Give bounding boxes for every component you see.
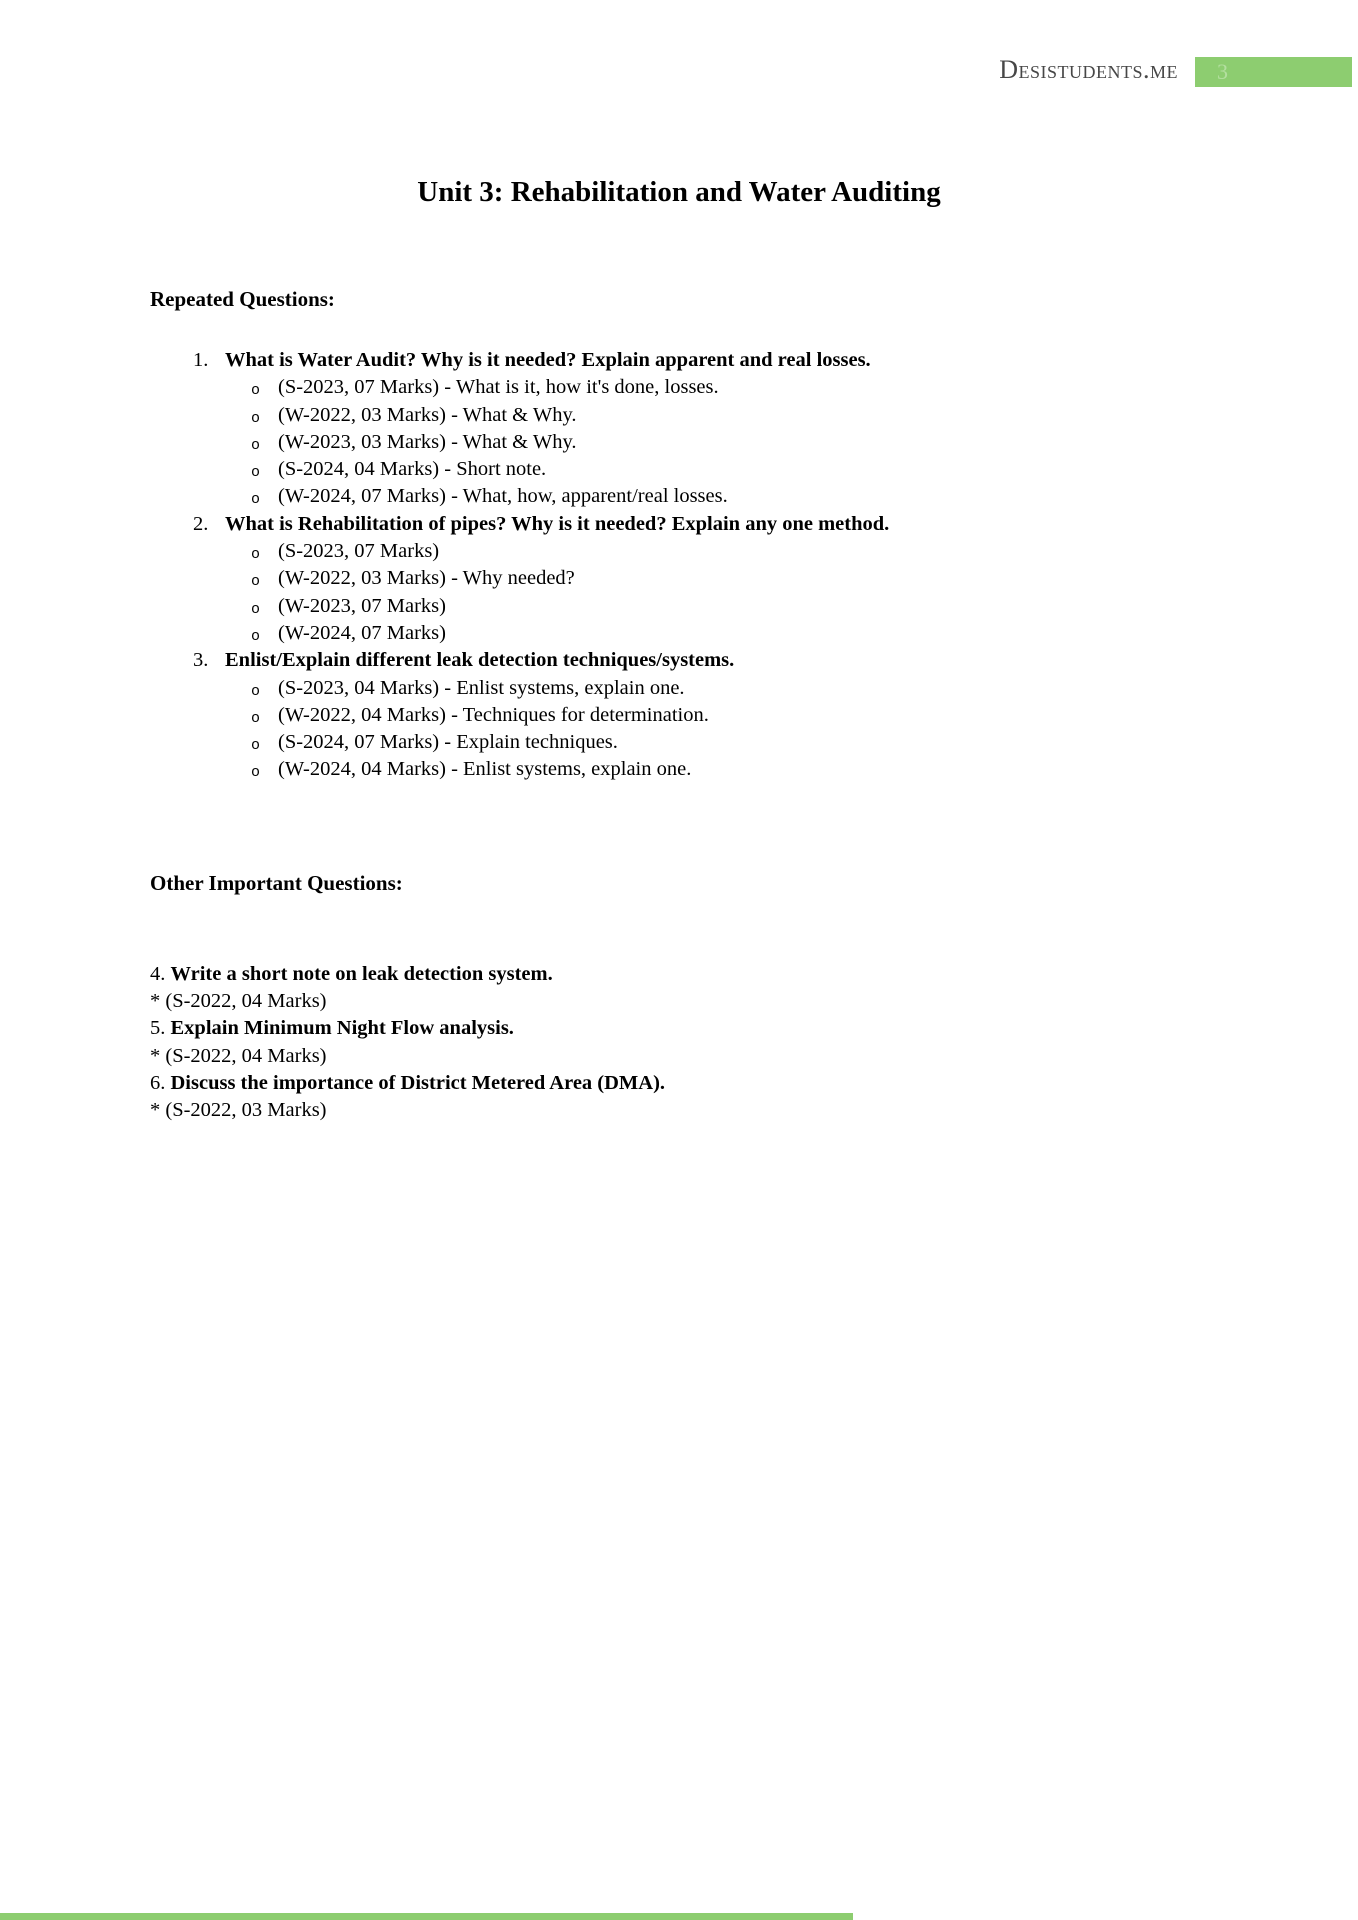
- question-line: [150, 647, 1238, 674]
- circle-bullet-icon: o: [251, 464, 261, 482]
- question-sub-text: (W-2024, 07 Marks) - What, how, apparent/real losses.: [278, 485, 728, 508]
- other-question-item: [150, 961, 1238, 1016]
- question-sub-item: [150, 565, 1238, 592]
- question-sub-item: [150, 675, 1238, 702]
- question-sub-item: [150, 620, 1238, 647]
- other-question-item: [150, 1070, 1238, 1125]
- question-sub-text: (S-2023, 04 Marks) - Enlist systems, explain one.: [278, 676, 685, 699]
- question-line: [150, 511, 1238, 538]
- other-question-line: [150, 961, 1238, 988]
- question-sub-item: [150, 593, 1238, 620]
- circle-bullet-icon: o: [251, 382, 261, 400]
- question-item: [150, 647, 1238, 783]
- other-question-marks: * (S-2022, 04 Marks): [150, 1044, 327, 1067]
- circle-bullet-icon: o: [251, 709, 261, 727]
- question-sub-item: [150, 374, 1238, 401]
- question-sub-list: [150, 675, 1238, 784]
- question-text: What is Water Audit? Why is it needed? Explain apparent and real losses.: [225, 349, 871, 371]
- question-sub-text: (S-2023, 07 Marks) - What is it, how it's done, losses.: [278, 376, 719, 399]
- other-question-line: [150, 1015, 1238, 1042]
- page-header: [0, 53, 1358, 89]
- question-sub-text: (S-2023, 07 Marks): [278, 540, 440, 563]
- other-question-number: 6.: [150, 1071, 171, 1094]
- question-sub-list: [150, 538, 1238, 647]
- question-sub-text: (S-2024, 04 Marks) - Short note.: [278, 458, 547, 481]
- question-sub-text: (W-2022, 04 Marks) - Techniques for determination.: [278, 703, 709, 726]
- circle-bullet-icon: o: [251, 627, 261, 645]
- footer-accent-bar: [0, 1913, 853, 1920]
- circle-bullet-icon: o: [251, 682, 261, 700]
- question-sub-text: (W-2024, 07 Marks): [278, 621, 446, 644]
- question-text: What is Rehabilitation of pipes? Why is it needed? Explain any one method.: [225, 512, 890, 535]
- site-name: Desistudents.me: [999, 55, 1178, 84]
- question-sub-item: [150, 756, 1238, 783]
- question-number: 3.: [193, 649, 209, 672]
- repeated-questions-heading: Repeated Questions:: [150, 287, 335, 311]
- question-sub-item: [150, 538, 1238, 565]
- question-sub-item: [150, 483, 1238, 510]
- question-sub-item: [150, 729, 1238, 756]
- question-sub-text: (W-2023, 07 Marks): [278, 594, 446, 617]
- circle-bullet-icon: o: [251, 491, 261, 509]
- other-question-line: [150, 1070, 1238, 1097]
- circle-bullet-icon: o: [251, 573, 261, 591]
- question-sub-item: [150, 402, 1238, 429]
- question-line: [150, 347, 1238, 374]
- other-question-text: Explain Minimum Night Flow analysis.: [170, 1017, 514, 1040]
- question-sub-item: [150, 702, 1238, 729]
- question-item: [150, 347, 1238, 511]
- other-questions-list: [150, 961, 1238, 1125]
- question-sub-item: [150, 429, 1238, 456]
- other-question-marks: * (S-2022, 03 Marks): [150, 1099, 327, 1122]
- page-title: Unit 3: Rehabilitation and Water Auditing: [417, 176, 941, 208]
- other-question-number: 4.: [150, 962, 171, 985]
- page-number: 3: [1217, 59, 1228, 84]
- other-question-text: Write a short note on leak detection system.: [170, 962, 553, 985]
- repeated-questions-list: [150, 347, 1238, 784]
- question-sub-list: [150, 374, 1238, 510]
- circle-bullet-icon: o: [251, 764, 261, 782]
- question-sub-text: (S-2024, 07 Marks) - Explain techniques.: [278, 731, 618, 754]
- question-number: 2.: [193, 512, 209, 535]
- question-item: [150, 511, 1238, 647]
- other-question-text: Discuss the importance of District Metered Area (DMA).: [170, 1071, 666, 1094]
- question-sub-text: (W-2022, 03 Marks) - Why needed?: [278, 567, 575, 590]
- other-question-item: [150, 1015, 1238, 1070]
- circle-bullet-icon: o: [251, 600, 261, 618]
- question-text: Enlist/Explain different leak detection techniques/systems.: [225, 649, 735, 672]
- circle-bullet-icon: o: [251, 436, 261, 454]
- circle-bullet-icon: o: [251, 546, 261, 564]
- question-sub-item: [150, 456, 1238, 483]
- other-question-number: 5.: [150, 1017, 171, 1040]
- circle-bullet-icon: o: [251, 737, 261, 755]
- circle-bullet-icon: o: [251, 409, 261, 427]
- question-sub-text: (W-2022, 03 Marks) - What & Why.: [278, 403, 577, 426]
- content-column: [150, 287, 1238, 1125]
- other-question-marks: * (S-2022, 04 Marks): [150, 990, 327, 1013]
- page-number-badge: [1195, 57, 1352, 87]
- question-sub-text: (W-2023, 03 Marks) - What & Why.: [278, 430, 577, 453]
- other-questions-heading: Other Important Questions:: [150, 870, 403, 895]
- question-number: 1.: [193, 349, 209, 371]
- question-sub-text: (W-2024, 04 Marks) - Enlist systems, explain one.: [278, 758, 692, 781]
